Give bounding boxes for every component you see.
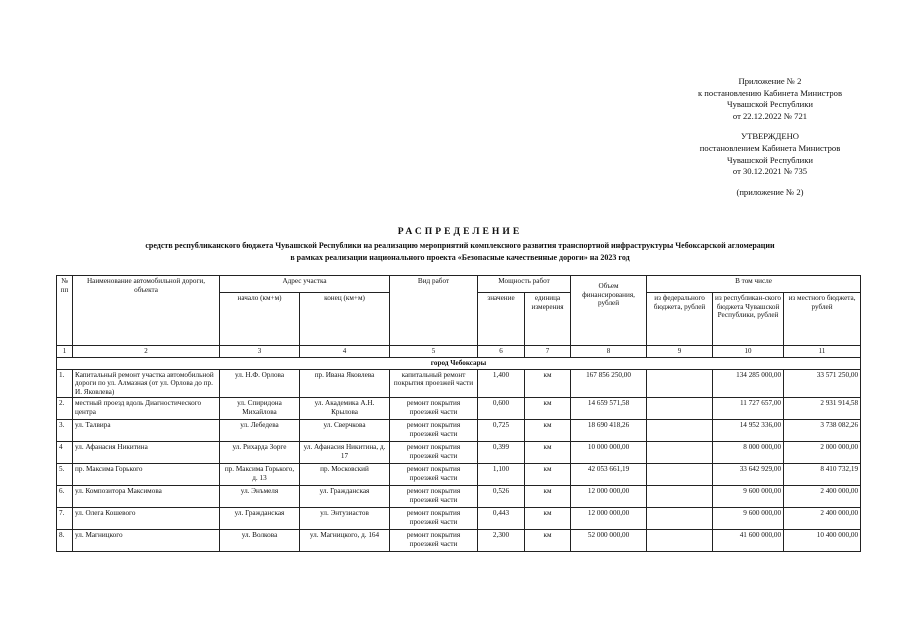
subtitle-line-1: средств республиканского бюджета Чувашской Республики на реализацию мероприятий комплексного развития транспортной инфраструктуры Чебоксарской агломерации: [145, 241, 775, 250]
column-number: 7: [525, 346, 571, 358]
table-row: [57, 398, 861, 420]
cell-volume: 10 000 000,00: [571, 442, 647, 464]
cell-name: ул. Композитора Максимова: [73, 486, 220, 508]
cell-start: ул. Рихарда Зорге: [220, 442, 300, 464]
column-number: 8: [571, 346, 647, 358]
table-row: [57, 464, 861, 486]
cell-num: 7.: [57, 508, 73, 530]
cell-local: 33 571 250,00: [784, 369, 861, 398]
cell-name: Капитальный ремонт участка автомобильной дороги по ул. Алмазная (от ул. Орлова до пр. И. Яковлева): [73, 369, 220, 398]
column-number: 11: [784, 346, 861, 358]
cell-value: 1,400: [478, 369, 525, 398]
approved-label: УТВЕРЖДЕНО: [740, 131, 800, 142]
cell-work: ремонт покрытия проезжей части: [390, 398, 478, 420]
appendix-line: Чувашской Республики: [727, 154, 813, 165]
cell-republic: 9 600 000,00: [713, 508, 784, 530]
cell-republic: 11 727 657,00: [713, 398, 784, 420]
column-number: 9: [647, 346, 713, 358]
cell-unit: км: [525, 508, 571, 530]
table-row: [57, 420, 861, 442]
cell-volume: 167 856 250,00: [571, 369, 647, 398]
city-label: город Чебоксары: [57, 357, 861, 369]
cell-num: 4: [57, 442, 73, 464]
cell-value: 2,300: [478, 530, 525, 552]
cell-federal: [647, 420, 713, 442]
cell-value: 0,443: [478, 508, 525, 530]
cell-num: 2.: [57, 398, 73, 420]
cell-local: 2 400 000,00: [784, 508, 861, 530]
cell-unit: км: [525, 464, 571, 486]
document-subtitle: [70, 240, 850, 264]
cell-end: ул. Афанасия Никитина, д. 17: [300, 442, 390, 464]
header-end: конец (км+м): [300, 293, 390, 346]
appendix-line: от 30.12.2021 № 735: [732, 166, 808, 177]
cell-unit: км: [525, 398, 571, 420]
cell-volume: 42 053 661,19: [571, 464, 647, 486]
cell-unit: км: [525, 442, 571, 464]
cell-end: пр. Московский: [300, 464, 390, 486]
cell-republic: 14 952 336,00: [713, 420, 784, 442]
cell-name: ул. Магницкого: [73, 530, 220, 552]
header-local: из местного бюджета, рублей: [784, 293, 861, 346]
header-address: Адрес участка: [220, 276, 390, 293]
cell-federal: [647, 442, 713, 464]
cell-federal: [647, 486, 713, 508]
cell-name: местный проезд вдоль Диагностического центра: [73, 398, 220, 420]
header-unit: единица измерения: [525, 293, 571, 346]
cell-local: 2 400 000,00: [784, 486, 861, 508]
cell-name: пр. Максима Горького: [73, 464, 220, 486]
cell-value: 0,600: [478, 398, 525, 420]
cell-end: ул. Академика А.Н. Крылова: [300, 398, 390, 420]
header-name: Наименование автомобильной дороги, объекта: [73, 276, 220, 346]
header-num: № пп: [57, 276, 73, 346]
cell-value: 1,100: [478, 464, 525, 486]
column-number: 1: [57, 346, 73, 358]
cell-start: ул. Спиридона Михайлова: [220, 398, 300, 420]
cell-unit: км: [525, 530, 571, 552]
cell-start: ул. Гражданская: [220, 508, 300, 530]
cell-name: ул. Талвира: [73, 420, 220, 442]
table-row: [57, 508, 861, 530]
header-start: начало (км+м): [220, 293, 300, 346]
cell-num: 8.: [57, 530, 73, 552]
cell-work: ремонт покрытия проезжей части: [390, 420, 478, 442]
appendix-line: (приложение № 2): [736, 186, 804, 197]
table-row: [57, 530, 861, 552]
cell-work: капитальный ремонт покрытия проезжей части: [390, 369, 478, 398]
cell-num: 3.: [57, 420, 73, 442]
cell-local: 2 931 914,58: [784, 398, 861, 420]
cell-republic: 33 642 929,00: [713, 464, 784, 486]
city-row: [57, 357, 861, 369]
cell-volume: 18 690 418,26: [571, 420, 647, 442]
appendix-line: Приложение № 2: [738, 76, 802, 86]
appendix-line: Чувашской Республики: [727, 99, 813, 110]
cell-start: ул. Волкова: [220, 530, 300, 552]
column-number: 2: [73, 346, 220, 358]
header-including: В том числе: [647, 276, 861, 293]
cell-name: ул. Афанасия Никитина: [73, 442, 220, 464]
distribution-table: [56, 275, 861, 552]
cell-federal: [647, 398, 713, 420]
cell-name: ул. Олега Кошевого: [73, 508, 220, 530]
cell-work: ремонт покрытия проезжей части: [390, 464, 478, 486]
cell-local: 8 410 732,19: [784, 464, 861, 486]
column-number: 6: [478, 346, 525, 358]
cell-local: 2 000 000,00: [784, 442, 861, 464]
appendix-line: постановлением Кабинета Министров: [699, 142, 841, 153]
cell-value: 0,399: [478, 442, 525, 464]
table-row: [57, 486, 861, 508]
header-row: [57, 276, 861, 293]
cell-federal: [647, 508, 713, 530]
cell-start: ул. Лебедева: [220, 420, 300, 442]
cell-end: ул. Сверчкова: [300, 420, 390, 442]
header-federal: из федерального бюджета, рублей: [647, 293, 713, 346]
cell-unit: км: [525, 369, 571, 398]
table-row: [57, 369, 861, 398]
cell-end: пр. Ивана Яковлева: [300, 369, 390, 398]
cell-start: ул. Энъмеля: [220, 486, 300, 508]
column-number: 5: [390, 346, 478, 358]
cell-local: 10 400 000,00: [784, 530, 861, 552]
header-volume: Объем финансирования, рублей: [571, 276, 647, 346]
cell-federal: [647, 464, 713, 486]
header-republic: из республикан-ского бюджета Чувашской Республики, рублей: [713, 293, 784, 346]
column-number-row: [57, 346, 861, 358]
column-number: 10: [713, 346, 784, 358]
header-work-type: Вид работ: [390, 276, 478, 346]
cell-work: ремонт покрытия проезжей части: [390, 486, 478, 508]
cell-local: 3 738 082,26: [784, 420, 861, 442]
cell-value: 0,526: [478, 486, 525, 508]
cell-federal: [647, 530, 713, 552]
cell-work: ремонт покрытия проезжей части: [390, 530, 478, 552]
cell-num: 1.: [57, 369, 73, 398]
cell-num: 6.: [57, 486, 73, 508]
cell-volume: 12 000 000,00: [571, 508, 647, 530]
cell-volume: 52 000 000,00: [571, 530, 647, 552]
cell-start: ул. Н.Ф. Орлова: [220, 369, 300, 398]
subtitle-line-2: в рамках реализации национального проекта «Безопасные качественные дороги» на 2023 год: [290, 253, 630, 262]
cell-work: ремонт покрытия проезжей части: [390, 442, 478, 464]
header-capacity: Мощность работ: [478, 276, 571, 293]
cell-end: ул. Гражданская: [300, 486, 390, 508]
table-row: [57, 442, 861, 464]
column-number: 3: [220, 346, 300, 358]
column-number: 4: [300, 346, 390, 358]
cell-republic: 134 285 000,00: [713, 369, 784, 398]
cell-end: ул. Магницкого, д. 164: [300, 530, 390, 552]
appendix-line: от 22.12.2022 № 721: [732, 110, 808, 121]
appendix-line: к постановлению Кабинета Министров: [697, 87, 843, 98]
cell-start: пр. Максима Горького, д. 13: [220, 464, 300, 486]
cell-republic: 8 000 000,00: [713, 442, 784, 464]
cell-republic: 41 600 000,00: [713, 530, 784, 552]
header-value: значение: [478, 293, 525, 346]
cell-work: ремонт покрытия проезжей части: [390, 508, 478, 530]
cell-federal: [647, 369, 713, 398]
cell-republic: 9 600 000,00: [713, 486, 784, 508]
cell-num: 5.: [57, 464, 73, 486]
cell-volume: 14 659 571,58: [571, 398, 647, 420]
cell-value: 0,725: [478, 420, 525, 442]
cell-end: ул. Энтузиастов: [300, 508, 390, 530]
cell-unit: км: [525, 486, 571, 508]
document-title: РАСПРЕДЕЛЕНИЕ: [397, 226, 523, 237]
cell-unit: км: [525, 420, 571, 442]
cell-volume: 12 000 000,00: [571, 486, 647, 508]
appendix-block: [660, 76, 880, 198]
